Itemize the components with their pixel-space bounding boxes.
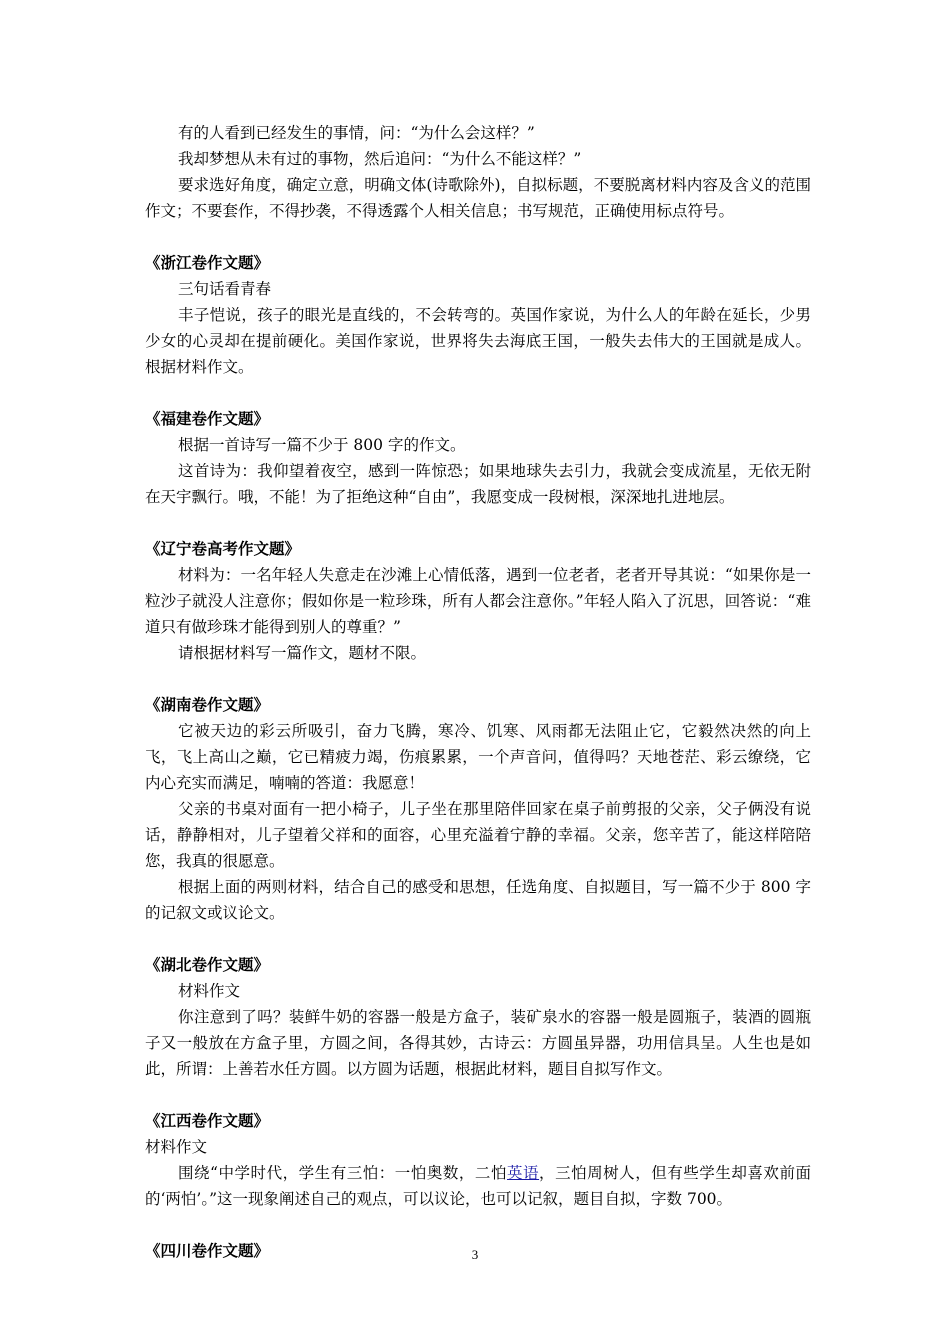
fujian-heading: 《福建卷作文题》 xyxy=(145,410,270,428)
fujian-paragraph-1: 根据一首诗写一篇不少于 800 字的作文。 xyxy=(178,436,466,454)
zhejiang-paragraph: 丰子恺说，孩子的眼光是直线的，不会转弯的。英国作家说，为什么人的年龄在延长，少男少女的心灵却在提前硬化。美国作家说，世界将失去海底王国，一般失去伟大的王国就是成人。根据材料作文。 xyxy=(145,306,811,376)
zhejiang-subtitle: 三句话看青春 xyxy=(178,280,272,298)
hubei-heading: 《湖北卷作文题》 xyxy=(145,956,270,974)
liaoning-paragraph-1: 材料为：一名年轻人失意走在沙滩上心情低落，遇到一位老者，老者开导其说：“如果你是一粒沙子就没人注意你；假如你是一粒珍珠，所有人都会注意你。”年轻人陷入了沉思，回答说：“难道只有做珍珠才能得到别人的尊重？” xyxy=(145,566,811,636)
jiangxi-heading: 《江西卷作文题》 xyxy=(145,1112,270,1130)
fujian-paragraph-2: 这首诗为：我仰望着夜空，感到一阵惊恐；如果地球失去引力，我就会变成流星，无依无附在天宇飘行。哦，不能！为了拒绝这种“自由”，我愿变成一段树根，深深地扎进地层。 xyxy=(145,462,811,506)
hunan-paragraph-2: 父亲的书桌对面有一把小椅子，儿子坐在那里陪伴回家在桌子前剪报的父亲，父子俩没有说话，静静相对，儿子望着父祥和的面容，心里充溢着宁静的幸福。父亲，您辛苦了，能这样陪陪您，我真的很愿意。 xyxy=(145,800,811,870)
jiangxi-text-before: 围绕“中学时代，学生有三怕：一怕奥数，二怕 xyxy=(178,1164,507,1182)
intro-paragraph-1: 有的人看到已经发生的事情，问：“为什么会这样？” xyxy=(178,124,535,142)
page-number: 3 xyxy=(471,1247,479,1262)
hubei-paragraph: 你注意到了吗？装鲜牛奶的容器一般是方盒子，装矿泉水的容器一般是圆瓶子，装酒的圆瓶子又一般放在方盒子里，方圆之间，各得其妙，古诗云：方圆虽异器，功用信具呈。人生也是如此，所谓：上善若水任方圆。以方圆为话题，根据此材料，题目自拟写作文。 xyxy=(145,1008,811,1078)
liaoning-heading: 《辽宁卷高考作文题》 xyxy=(145,540,301,558)
jiangxi-subtitle: 材料作文 xyxy=(145,1138,208,1156)
english-link[interactable]: 英语 xyxy=(506,1164,540,1182)
intro-paragraph-2: 我却梦想从未有过的事物，然后追问：“为什么不能这样？” xyxy=(178,150,582,168)
hunan-paragraph-1: 它被天边的彩云所吸引，奋力飞腾，寒冷、饥寒、风雨都无法阻止它，它毅然决然的向上飞，飞上高山之巅，它已精疲力竭，伤痕累累，一个声音问，值得吗？天地苍茫、彩云缭绕，它内心充实而满足，喃喃的答道：我愿意！ xyxy=(145,722,811,792)
hubei-subtitle: 材料作文 xyxy=(178,982,241,1000)
document-body xyxy=(145,120,811,1264)
intro-paragraph-3: 要求选好角度，确定立意，明确文体(诗歌除外)，自拟标题，不要脱离材料内容及含义的范围作文；不要套作，不得抄袭，不得透露个人相关信息；书写规范，正确使用标点符号。 xyxy=(145,176,811,220)
sichuan-heading: 《四川卷作文题》 xyxy=(145,1242,270,1260)
hunan-heading: 《湖南卷作文题》 xyxy=(145,696,270,714)
jiangxi-paragraph xyxy=(145,1160,811,1212)
liaoning-paragraph-2: 请根据材料写一篇作文，题材不限。 xyxy=(178,644,427,662)
zhejiang-heading: 《浙江卷作文题》 xyxy=(145,254,270,272)
jiangxi-text-after: ，三怕周树人，但有些学生却喜欢前面的‘两怕’。”这一现象阐述自己的观点，可以议论，也可以记叙，题目自拟，字数 700。 xyxy=(145,1164,811,1208)
hunan-paragraph-3: 根据上面的两则材料，结合自己的感受和思想，任选角度、自拟题目，写一篇不少于 800 字的记叙文或议论文。 xyxy=(145,878,811,922)
